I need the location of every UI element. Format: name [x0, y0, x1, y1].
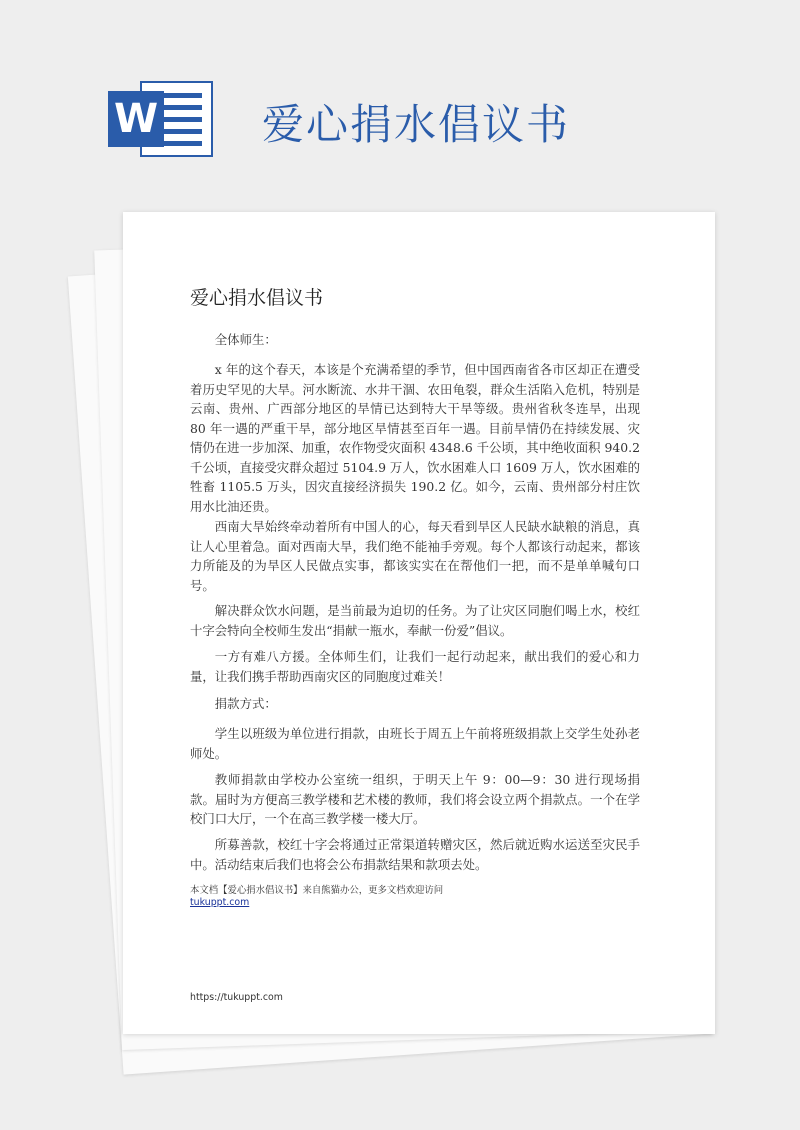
footer-url: https://tukuppt.com: [190, 992, 283, 1003]
header-title: 爱心捐水倡议书: [262, 100, 571, 149]
word-logo-icon: [108, 77, 213, 159]
footer-source-note: 本文档【爱心捐水倡议书】来自熊猫办公，更多文档欢迎访问: [190, 885, 444, 896]
paragraph-solidarity: 一方有难八方援。全体师生们，让我们一起行动起来，献出我们的爱心和力量，让我们携手帮助西南灾区的同胞度过难关！: [190, 649, 640, 684]
donation-method-heading: 捐款方式：: [214, 696, 277, 711]
word-w-badge: W: [108, 91, 164, 147]
paragraph-fund-usage: 所募善款，校红十字会将通过正常渠道转赠灾区，然后就近购水运送至灾民手中。活动结束后我们也将会公布捐款结果和款项去处。: [190, 837, 640, 872]
paragraph-student-donation: 学生以班级为单位进行捐款，由班长于周五上午前将班级捐款上交学生处孙老师处。: [190, 726, 640, 761]
footer-site-link[interactable]: tukuppt.com: [190, 897, 250, 908]
paragraph-teacher-donation: 教师捐款由学校办公室统一组织，于明天上午 9：00—9：30 进行现场捐款。届时为方便高三教学楼和艺术楼的教师，我们将会设立两个捐款点。一个在学校门口大厅，一个在高三教学楼一楼大厅。: [190, 772, 640, 826]
paragraph-disaster-overview: x 年的这个春天，本该是个充满希望的季节，但中国西南省各市区却正在遭受着历史罕见的大旱。河水断流、水井干涸、农田龟裂，群众生活陷入危机，特别是云南、贵州、广西部分地区的旱情已达到特大干旱等级。贵州省秋冬连旱，出现 80 年一遇的严重干旱，部分地区旱情甚至百年一遇。目前旱情仍在持续发展、灾情仍在进一步加深、加重，农作物受灾面积 4348.6 千公顷，其中绝收面积 940.2 千公顷，直接受灾群众超过 5104.9 万人，饮水困难人口 1609 万人，饮水困难的牲畜 1105.5 万头，因灾直接经济损失 190.2 亿。如今，云南、贵州部分村庄饮用水比油还贵。: [190, 362, 640, 514]
paragraph-call-to-action: 西南大旱始终牵动着所有中国人的心，每天看到旱区人民缺水缺粮的消息，真让人心里着急。面对西南大旱，我们绝不能袖手旁观。每个人都该行动起来，都该力所能及的为旱区人民做点实事，都该实实在在帮他们一把，而不是单单喊句口号。: [190, 519, 640, 593]
paragraph-initiative: 解决群众饮水问题，是当前最为迫切的任务。为了让灾区同胞们喝上水，校红十字会特向全校师生发出“捐献一瓶水，奉献一份爱”倡议。: [190, 603, 640, 638]
document-title: 爱心捐水倡议书: [190, 287, 324, 309]
salutation: 全体师生：: [214, 332, 277, 347]
